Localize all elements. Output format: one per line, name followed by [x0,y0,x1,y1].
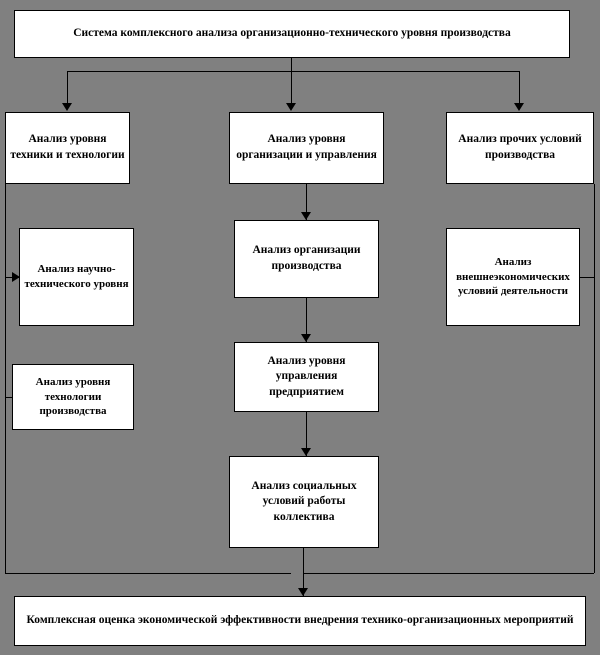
trunk-vertical-line [291,58,292,71]
col3-branch-line-1 [580,277,594,278]
col1-spine-line [5,184,6,573]
col1-item-box-1: Анализ научно-технического уровня [19,228,134,326]
distribution-horizontal-line [67,71,519,72]
arrow-to-col1-head [62,103,72,111]
diagram-footer-box: Комплексная оценка экономической эффективности внедрения технико-организационных мероприятий [14,596,586,646]
drop-line-col3 [519,71,520,103]
col1-bottom-join-line [5,573,291,574]
arrow-to-col3-head [514,103,524,111]
col1-head-box: Анализ уровня техники и технологии [5,112,130,184]
col3-bottom-join-line [303,573,594,574]
drop-line-col1 [67,71,68,103]
col2-item-box-2: Анализ уровня управления предприятием [234,342,379,412]
col2-footer-arrow [298,588,308,596]
col2-head-box: Анализ уровня организации и управления [229,112,384,184]
col3-spine-line [594,184,595,573]
diagram-title-box: Система комплексного анализа организационно-технического уровня производства [14,10,570,58]
col2-arrow-2 [301,334,311,342]
drop-line-col2 [291,71,292,103]
col2-arrow-1 [301,212,311,220]
col3-head-box: Анализ прочих условий производства [446,112,594,184]
arrow-to-col2-head [286,103,296,111]
col3-item-box-1: Анализ внешнеэкономических условий деятельности [446,228,580,326]
col2-item-box-3: Анализ социальных условий работы коллектива [229,456,379,548]
col2-item-box-1: Анализ организации производства [234,220,379,298]
col2-arrow-3 [301,448,311,456]
col1-item-box-2: Анализ уровня технологии производства [12,364,134,430]
